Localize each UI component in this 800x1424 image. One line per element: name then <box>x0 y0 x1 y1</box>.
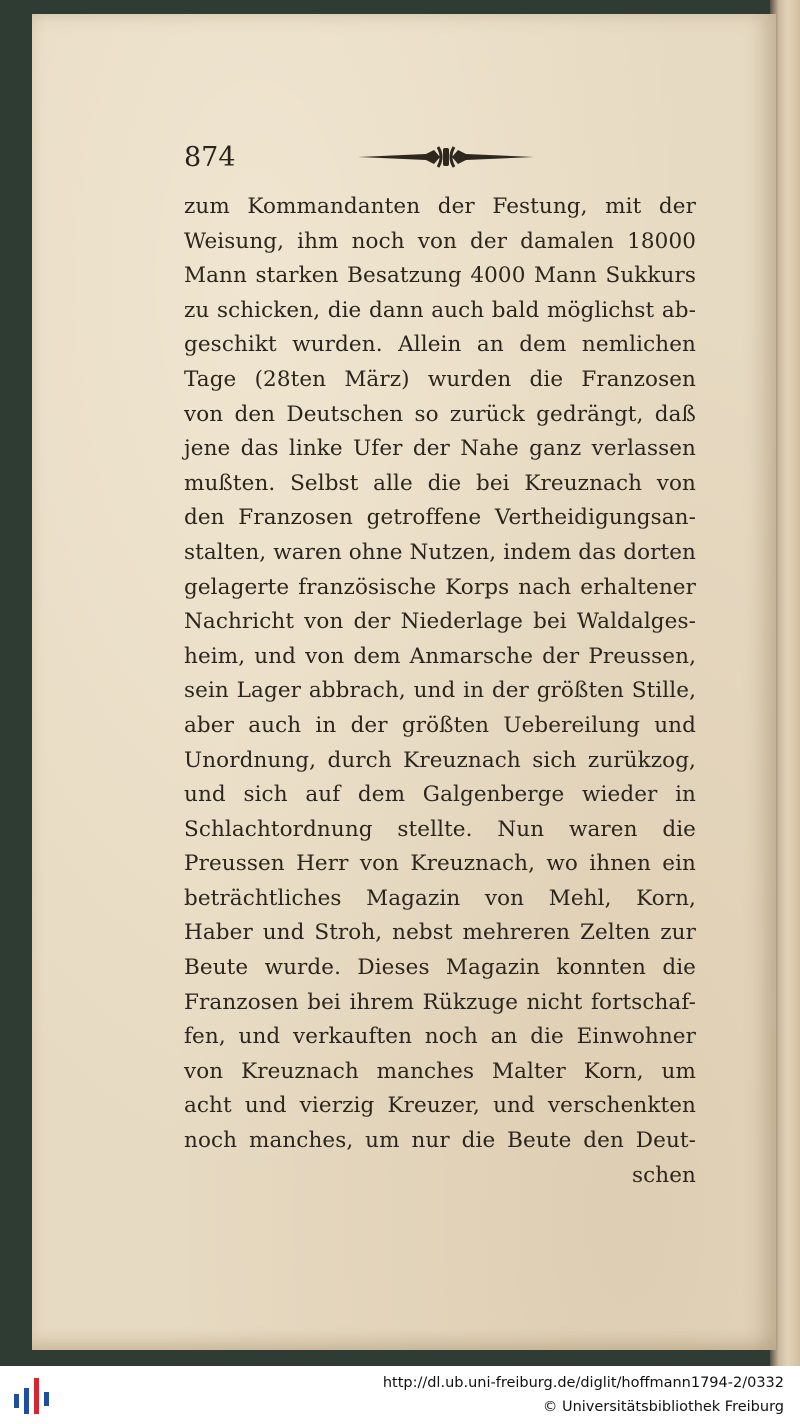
body-text <box>184 190 696 1193</box>
page-number: 874 <box>184 142 236 173</box>
text-line: geschikt wurden. Allein an dem nemlichen <box>184 332 696 358</box>
page-header <box>184 142 704 178</box>
text-line: acht und vierzig Kreuzer, und verschenkten <box>184 1093 696 1119</box>
text-line: Mann starken Besatzung 4000 Mann Sukkurs <box>184 263 696 289</box>
text-line: Haber und Stroh, nebst mehreren Zelten zur <box>184 920 696 946</box>
text-line: den Franzosen getroffene Vertheidigungsan- <box>184 505 696 531</box>
text-line: beträchtliches Magazin von Mehl, Korn, <box>184 885 696 911</box>
text-line: aber auch in der größten Uebereilung und <box>184 712 696 738</box>
text-line: fen, und verkauften noch an die Einwohner <box>184 1024 696 1050</box>
text-line: heim, und von dem Anmarsche der Preussen, <box>184 643 696 669</box>
text-line: zu schicken, die dann auch bald möglichst ab- <box>184 297 696 323</box>
text-line: von Kreuznach manches Malter Korn, um <box>184 1058 696 1084</box>
text-line: zum Kommandanten der Festung, mit der <box>184 194 696 219</box>
catchword: schen <box>632 1162 696 1188</box>
text-line: gelagerte französische Korps nach erhaltener <box>184 574 696 600</box>
text-line: mußten. Selbst alle die bei Kreuznach von <box>184 470 696 496</box>
text-line: Schlachtordnung stellte. Nun waren die <box>184 816 696 842</box>
text-line: sein Lager abbrach, und in der größten Stille, <box>184 678 696 704</box>
text-line: jene das linke Ufer der Nahe ganz verlassen <box>184 436 696 462</box>
ub-freiburg-logo-icon[interactable] <box>10 1374 52 1418</box>
text-line: Tage (28ten März) wurden die Franzosen <box>184 366 696 392</box>
text-line: Nachricht von der Niederlage bei Waldalges- <box>184 609 696 635</box>
footer-bar <box>0 1366 800 1424</box>
text-line: Weisung, ihm noch von der damalen 18000 <box>184 228 696 254</box>
text-line: noch manches, um nur die Beute den Deut- <box>184 1128 696 1154</box>
text-line: Beute wurde. Dieses Magazin konnten die <box>184 955 696 981</box>
text-line: Preussen Herr von Kreuznach, wo ihnen ein <box>184 851 696 877</box>
source-url-link[interactable]: http://dl.ub.uni-freiburg.de/diglit/hoffmann1794-2/0332 <box>382 1375 784 1391</box>
text-line: Franzosen bei ihrem Rükzuge nicht fortschaf- <box>184 989 696 1015</box>
text-line: Unordnung, durch Kreuznach sich zurükzog, <box>184 747 696 773</box>
ornament-rule-icon <box>356 144 536 170</box>
text-line: stalten, waren ohne Nutzen, indem das dorten <box>184 539 696 565</box>
text-line: von den Deutschen so zurück gedrängt, daß <box>184 401 696 427</box>
text-line: und sich auf dem Galgenberge wieder in <box>184 782 696 808</box>
copyright-notice: © Universitätsbibliothek Freiburg <box>542 1399 784 1415</box>
